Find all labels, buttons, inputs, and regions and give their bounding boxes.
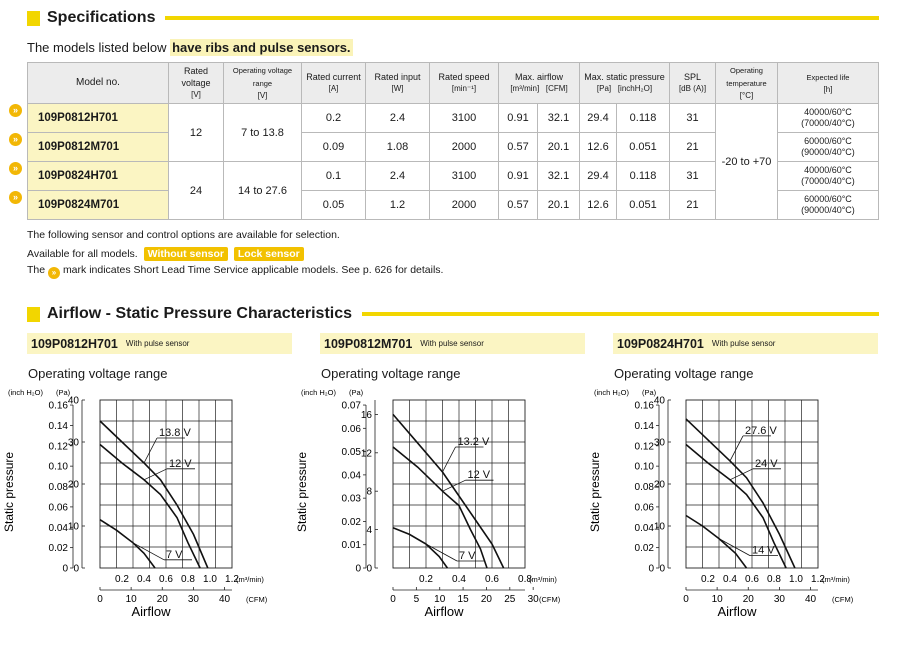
header-model: Model no. [28,63,169,104]
header-rated-speed: Rated speed [min⁻¹] [430,63,499,104]
pa-unit-label: (Pa) [56,388,71,397]
cfm-tick-label: 0 [683,594,689,605]
spl-cell: 21 [670,191,716,220]
inch-tick-label: 0.14 [634,420,654,432]
rated-speed-cell: 3100 [430,162,499,191]
rated-input-cell: 2.4 [366,104,430,133]
cfm-tick-label: 0 [390,594,396,605]
panel-subtitle: With pulse sensor [420,339,484,348]
heading-square [27,11,40,26]
cfm-tick-label: 20 [742,594,754,605]
intro-text [27,40,353,55]
cfm-tick-label: 40 [804,594,817,605]
model-cell[interactable]: 109P0812H701 [28,104,169,133]
series-line [686,516,747,569]
header-spl: SPL [dB (A)] [670,63,716,104]
inch-tick-label: 0.10 [48,461,68,473]
pa-unit-label: (Pa) [642,388,657,397]
series-leader-line [730,436,743,461]
y-axis-label: Static pressure [295,451,309,532]
inch-tick-label: 0.16 [634,400,654,412]
spl-cell: 31 [670,162,716,191]
series-label: 12 V [169,457,192,470]
pa-tick-label: 40 [653,395,665,407]
inch-tick-label: 0.02 [48,543,68,555]
specifications-title: Specifications [47,9,156,26]
m3-tick-label: 1.2 [811,574,825,585]
inch-tick-label: 0 [648,563,654,575]
airflow-m3-cell: 0.57 [499,133,538,162]
series-label: 12 V [467,469,491,482]
model-cell[interactable]: 109P0824M701 [28,191,169,220]
expected-life-cell: 60000/60°C (90000/40°C) [778,133,879,162]
specifications-heading [27,9,879,27]
m3-tick-label: 0.4 [723,574,737,585]
short-lead-time-icon: » [48,267,60,279]
header-operating-voltage: Operating voltage range [V] [224,63,302,104]
static-inch-cell: 0.051 [617,133,670,162]
header-rated-input: Rated input [W] [366,63,430,104]
pa-tick-label: 0 [659,563,665,575]
m3-tick-label: 1.2 [225,574,239,585]
availability-note: Available for all models. Without sensor Lock sensor [27,248,304,260]
rated-speed-cell: 2000 [430,133,499,162]
options-note: The following sensor and control options are available for selection. [27,229,340,241]
table-header-row [28,63,879,104]
expected-life-cell: 40000/60°C (70000/40°C) [778,162,879,191]
m3-tick-label: 0.8 [767,574,781,585]
cfm-unit-label: (CFM) [246,595,268,604]
panel-model: 109P0812H701 [31,336,118,351]
panel-title [320,333,585,354]
inch-tick-label: 0.12 [48,441,68,453]
header-max-airflow: Max. airflow [m³/min] [CFM] [499,63,580,104]
panel-subtitle: With pulse sensor [125,339,190,348]
chart-panel [295,333,585,619]
inch-tick-label: 0.06 [48,502,68,514]
rated-current-cell: 0.05 [302,191,366,220]
inch-tick-label: 0 [62,563,68,575]
cfm-unit-label: (CFM) [539,595,561,604]
inch-tick-label: 0.05 [341,447,361,459]
inch-unit-label: (inch H₂O) [594,388,629,397]
inch-unit-label: (inch H₂O) [301,388,336,397]
cfm-tick-label: 5 [413,594,420,605]
spl-cell: 21 [670,133,716,162]
cfm-tick-label: 30 [527,594,539,605]
panel-subtitle: With pulse sensor [711,339,776,348]
pa-tick-label: 16 [360,409,372,421]
m3-tick-label: 0.2 [701,574,715,585]
panel-model: 109P0824H701 [617,336,704,351]
static-inch-cell: 0.118 [617,104,670,133]
header-expected-life: Expected life [h] [778,63,879,104]
operating-voltage-label: Operating voltage range [321,366,461,381]
airflow-title: Airflow - Static Pressure Characteristics [47,305,353,322]
model-cell[interactable]: 109P0824H701 [28,162,169,191]
airflow-cfm-cell: 32.1 [538,104,580,133]
panel-model: 109P0812M701 [324,336,413,351]
static-pa-cell: 29.4 [580,162,617,191]
cfm-tick-label: 10 [711,594,723,605]
rated-current-cell: 0.09 [302,133,366,162]
panel-title [27,333,292,354]
rated-current-cell: 0.2 [302,104,366,133]
y-axis-label: Static pressure [2,451,16,532]
operating-voltage-cell: 14 to 27.6 [224,162,302,220]
table-row [28,104,879,133]
static-inch-cell: 0.118 [617,162,670,191]
pq-chart [293,388,586,628]
m3-tick-label: 1.0 [789,574,803,585]
intro-highlight: have ribs and pulse sensors. [172,40,351,55]
airflow-cfm-cell: 20.1 [538,191,580,220]
model-cell[interactable]: 109P0812M701 [28,133,169,162]
pa-tick-label: 20 [67,479,79,491]
operating-temperature-cell: -20 to +70 [716,104,778,220]
short-lead-time-icon: » [9,133,22,146]
m3-tick-label: 0.2 [115,574,129,585]
y-axis-label: Static pressure [588,451,602,532]
rated-input-cell: 2.4 [366,162,430,191]
cfm-tick-label: 20 [156,594,168,605]
intro-prefix: The models listed below [27,40,171,55]
cfm-tick-label: 20 [480,594,493,605]
operating-voltage-label: Operating voltage range [28,366,168,381]
pa-tick-label: 0 [366,563,372,575]
cfm-unit-label: (CFM) [832,595,854,604]
m3-tick-label: 1.0 [203,574,217,585]
inch-tick-label: 0 [355,563,361,575]
series-label: 13.8 V [159,427,191,439]
pa-tick-label: 30 [653,437,665,449]
rated-voltage-cell: 24 [169,162,224,220]
pa-unit-label: (Pa) [349,388,364,397]
pq-chart [586,388,879,628]
inch-tick-label: 0.12 [634,441,654,453]
pa-tick-label: 30 [67,437,79,449]
pa-tick-label: 10 [67,521,79,533]
inch-tick-label: 0.04 [341,470,361,482]
m3-tick-label: 0.6 [159,574,173,585]
operating-voltage-cell: 7 to 13.8 [224,104,302,162]
pa-tick-label: 12 [360,448,372,460]
header-rated-current: Rated current [A] [302,63,366,104]
pa-tick-label: 10 [653,521,665,533]
m3-tick-label: 0.8 [518,574,532,585]
series-leader-line [133,543,164,560]
inch-tick-label: 0.01 [341,540,361,552]
rated-input-cell: 1.08 [366,133,430,162]
inch-tick-label: 0.10 [634,461,654,473]
pa-tick-label: 40 [67,395,79,407]
x-axis-label: Airflow [424,604,464,619]
cfm-tick-label: 25 [504,594,516,605]
heading-square [27,307,40,322]
inch-tick-label: 0.02 [634,543,654,555]
m3-unit-label: (m³/min) [236,575,264,584]
m3-unit-label: (m³/min) [822,575,850,584]
airflow-m3-cell: 0.57 [499,191,538,220]
static-pa-cell: 12.6 [580,133,617,162]
cfm-tick-label: 10 [434,594,446,605]
spl-cell: 31 [670,104,716,133]
cfm-tick-label: 30 [187,594,199,605]
expected-life-cell: 40000/60°C (70000/40°C) [778,104,879,133]
static-pa-cell: 29.4 [580,104,617,133]
x-axis-label: Airflow [717,604,757,619]
short-lead-time-icon: » [9,191,22,204]
series-label: 7 V [166,548,183,561]
series-label: 24 V [755,457,778,470]
short-lead-time-icon: » [9,104,22,117]
series-label: 27.6 V [745,424,777,437]
inch-tick-label: 0.08 [48,482,68,494]
m3-tick-label: 0.4 [137,574,151,585]
header-operating-temperature: Operating temperature [°C] [716,63,778,104]
inch-tick-label: 0.02 [341,516,361,528]
m3-tick-label: 0.6 [485,574,499,585]
x-axis-label: Airflow [131,604,171,619]
expected-life-cell: 60000/60°C (90000/40°C) [778,191,879,220]
inch-tick-label: 0.14 [48,420,68,432]
airflow-cfm-cell: 32.1 [538,162,580,191]
pq-chart [0,388,293,628]
without-sensor-badge: Without sensor [144,247,228,261]
inch-tick-label: 0.16 [48,400,68,412]
inch-tick-label: 0.06 [341,423,361,435]
header-rated-voltage: Rated voltage [V] [169,63,224,104]
specifications-table [27,62,879,220]
cfm-tick-label: 15 [457,594,469,605]
rated-voltage-cell: 12 [169,104,224,162]
heading-rule [362,312,879,316]
inch-tick-label: 0.06 [634,502,654,514]
chart-panel [588,333,878,619]
rated-input-cell: 1.2 [366,191,430,220]
pa-tick-label: 20 [653,479,665,491]
m3-unit-label: (m³/min) [529,575,557,584]
airflow-m3-cell: 0.91 [499,162,538,191]
series-leader-line [730,469,753,480]
header-max-static-pressure: Max. static pressure [Pa] [inchH₂O] [580,63,670,104]
airflow-cfm-cell: 20.1 [538,133,580,162]
m3-tick-label: 0.2 [419,574,433,585]
inch-tick-label: 0.04 [48,522,68,534]
series-label: 13.2 V [457,436,490,448]
m3-tick-label: 0.8 [181,574,195,585]
operating-voltage-label: Operating voltage range [614,366,754,381]
heading-rule [165,16,879,20]
pa-tick-label: 8 [366,486,372,498]
cfm-tick-label: 40 [218,594,231,605]
cfm-tick-label: 10 [125,594,137,605]
short-lead-time-icon: » [9,162,22,175]
cfm-tick-label: 30 [773,594,785,605]
airflow-heading [27,305,879,323]
rated-speed-cell: 3100 [430,104,499,133]
series-leader-line [144,469,167,480]
series-label: 7 V [459,550,476,562]
series-line [100,520,155,568]
inch-tick-label: 0.07 [341,400,361,412]
lead-time-note: The » mark indicates Short Lead Time Service applicable models. See p. 626 for details. [27,264,444,277]
m3-tick-label: 0.6 [745,574,759,585]
rated-speed-cell: 2000 [430,191,499,220]
inch-tick-label: 0.03 [341,493,361,505]
series-line [393,528,447,568]
inch-tick-label: 0.04 [634,522,654,534]
series-leader-line [443,447,456,472]
series-label: 14 V [752,544,775,557]
pa-tick-label: 0 [73,563,79,575]
airflow-m3-cell: 0.91 [499,104,538,133]
rated-current-cell: 0.1 [302,162,366,191]
static-pa-cell: 12.6 [580,191,617,220]
inch-unit-label: (inch H₂O) [8,388,43,397]
lock-sensor-badge: Lock sensor [234,247,304,261]
pa-tick-label: 4 [366,525,372,537]
cfm-tick-label: 0 [97,594,103,605]
panel-title [613,333,878,354]
m3-tick-label: 0.4 [452,574,466,585]
inch-tick-label: 0.08 [634,482,654,494]
static-inch-cell: 0.051 [617,191,670,220]
chart-panel [2,333,292,619]
